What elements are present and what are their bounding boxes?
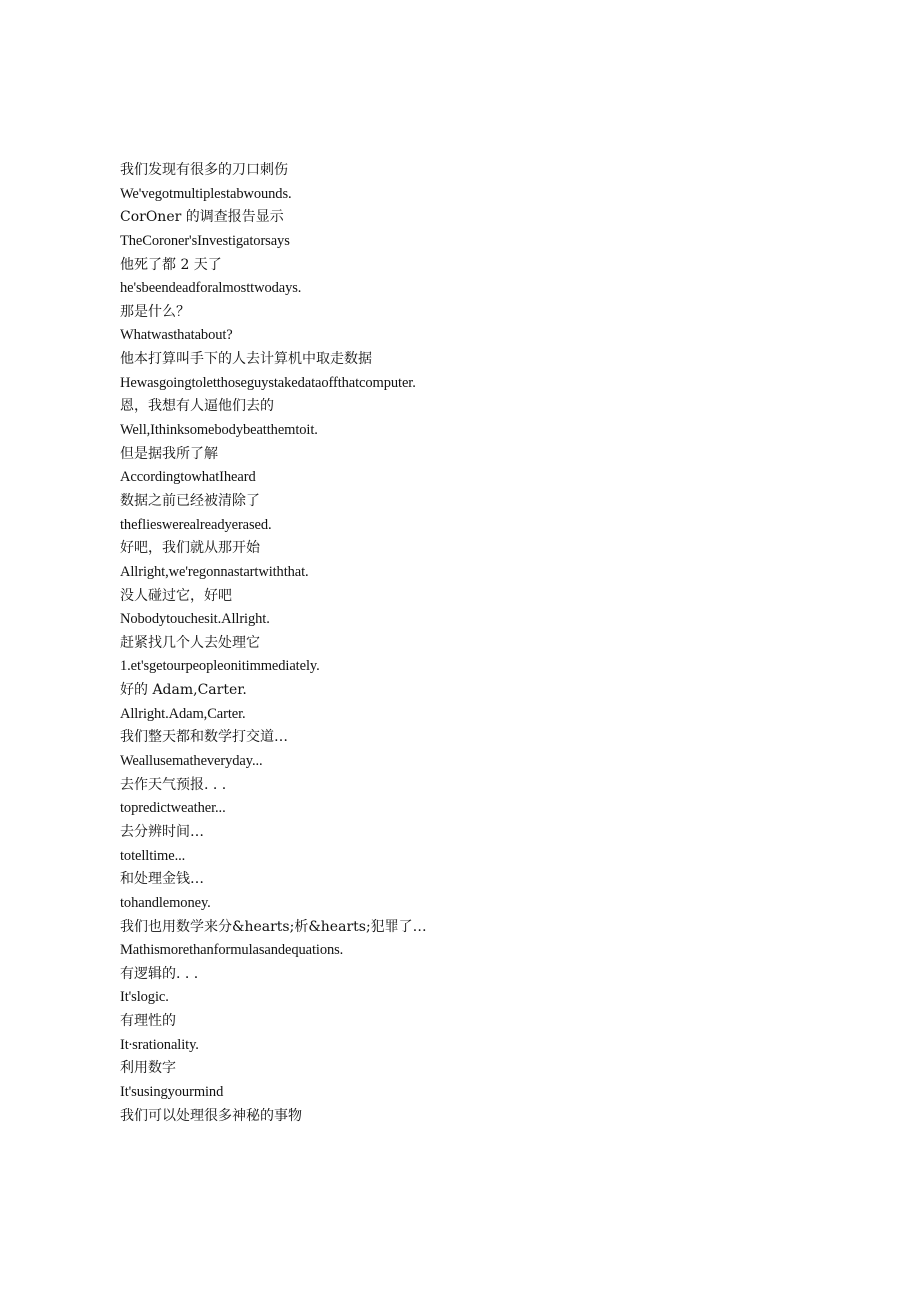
chinese-subtitle-line: 数据之前已经被清除了 — [120, 492, 260, 509]
chinese-subtitle-line: 去作天气预报. . . — [120, 776, 227, 793]
chinese-subtitle-line: 我们可以处理很多神秘的事物 — [120, 1107, 302, 1124]
english-subtitle-line: tohandlemoney. — [120, 894, 211, 911]
english-subtitle-line: totelltime... — [120, 847, 186, 864]
chinese-subtitle-line: CorOner 的调查报告显示 — [120, 209, 284, 226]
chinese-subtitle-line: 他死了都 2 天了 — [120, 256, 222, 273]
english-subtitle-line: TheCoroner'sInvestigatorsays — [120, 232, 290, 249]
subtitle-text-block — [120, 159, 820, 1128]
english-subtitle-line: Whatwasthatabout? — [120, 327, 233, 344]
english-subtitle-line: he'sbeendeadforalmosttwodays. — [120, 280, 302, 297]
english-subtitle-line: It'susingyourmind — [120, 1083, 224, 1100]
chinese-subtitle-line: 他本打算叫手下的人去计算机中取走数据 — [120, 351, 372, 368]
chinese-subtitle-line: 我们也用数学来分&hearts;析&hearts;犯罪了… — [120, 918, 427, 935]
chinese-subtitle-line: 恩，我想有人逼他们去的 — [120, 398, 274, 415]
english-subtitle-line: Well,Ithinksomebodybeatthemtoit. — [120, 422, 318, 439]
chinese-subtitle-line: 利用数字 — [120, 1060, 176, 1077]
english-subtitle-line: It∙srationality. — [120, 1036, 199, 1053]
chinese-subtitle-line: 但是据我所了解 — [120, 445, 218, 462]
chinese-subtitle-line: 去分辨时间… — [120, 823, 204, 840]
english-subtitle-line: theflieswerealreadyerased. — [120, 516, 272, 533]
chinese-subtitle-line: 有理性的 — [120, 1013, 176, 1030]
english-subtitle-line: Hewasgoingtoletthoseguystakedataoffthatcomputer. — [120, 374, 416, 391]
english-subtitle-line: Nobodytouchesit.Allright. — [120, 611, 270, 628]
english-subtitle-line: Mathismorethanformulasandequations. — [120, 942, 344, 959]
english-subtitle-line: AccordingtowhatIheard — [120, 469, 256, 486]
english-subtitle-line: We'vegotmultiplestabwounds. — [120, 185, 292, 202]
chinese-subtitle-line: 我们整天都和数学打交道… — [120, 729, 288, 746]
english-subtitle-line: 1.et'sgetourpeopleonitimmediately. — [120, 658, 320, 675]
chinese-subtitle-line: 赶紧找几个人去处理它 — [120, 634, 260, 651]
chinese-subtitle-line: 有逻辑的. . . — [120, 965, 199, 982]
english-subtitle-line: Allright.Adam,Carter. — [120, 705, 246, 722]
chinese-subtitle-line: 没人碰过它，好吧 — [120, 587, 232, 604]
english-subtitle-line: It'slogic. — [120, 989, 169, 1006]
chinese-subtitle-line: 好的 Adam,Carter. — [120, 682, 247, 699]
chinese-subtitle-line: 我们发现有很多的刀口刺伤 — [120, 162, 288, 178]
chinese-subtitle-line: 那是什么？ — [120, 303, 190, 320]
english-subtitle-line: Allright,we'regonnastartwiththat. — [120, 563, 309, 580]
english-subtitle-line: topredictweather... — [120, 800, 226, 817]
chinese-subtitle-line: 和处理金钱… — [120, 871, 204, 888]
english-subtitle-line: Weallusematheveryday... — [120, 753, 263, 770]
chinese-subtitle-line: 好吧，我们就从那开始 — [120, 540, 260, 557]
